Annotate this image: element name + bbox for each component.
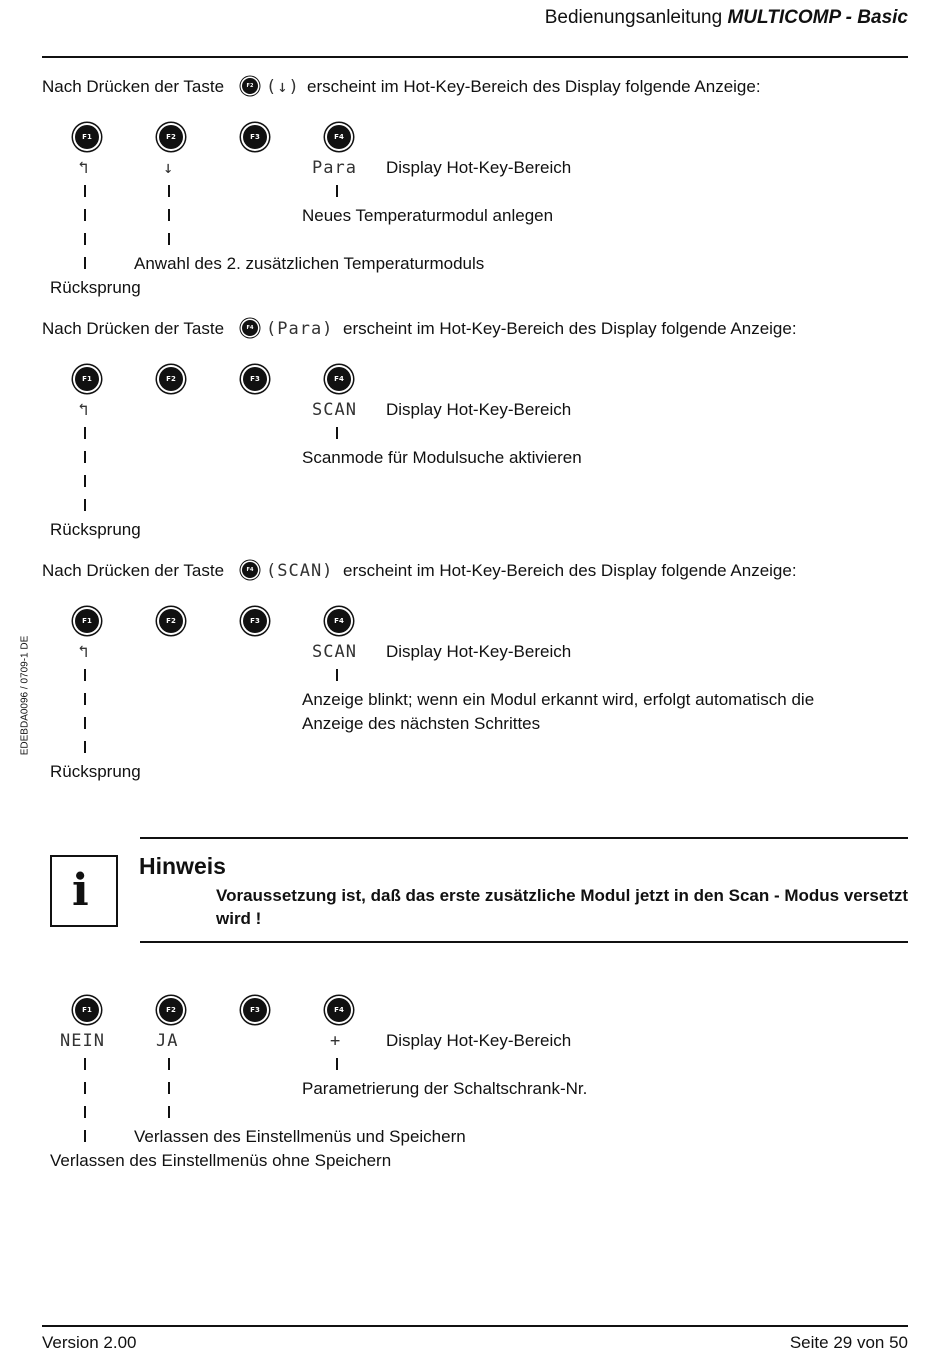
hint-text: Voraussetzung ist, daß das erste zusätzliche Modul jetzt in den Scan - Modus versetzt wird ! xyxy=(216,886,909,928)
hint-heading: Hinweis xyxy=(139,853,226,879)
section3-pressed-lcd: (SCAN) xyxy=(266,561,334,581)
connector-bar xyxy=(168,1106,170,1118)
section1-f2-description: Anwahl des 2. zusätzlichen Temperaturmoduls xyxy=(134,254,485,273)
footer-page-number: Seite 29 von 50 xyxy=(789,1333,908,1352)
connector-bar xyxy=(84,427,86,439)
section2-lcd-f1: ↰ xyxy=(78,400,90,420)
section3-f4-description-line1: Anzeige blinkt; wenn ein Modul erkannt wird, erfolgt automatisch die xyxy=(302,690,815,709)
section2-f4-description: Scanmode für Modulsuche aktivieren xyxy=(302,448,582,467)
f3-key-icon: F3 xyxy=(243,125,267,149)
section4-f2-description: Verlassen des Einstellmenüs und Speichern xyxy=(134,1127,466,1146)
section2-lcd-f4: SCAN xyxy=(312,400,357,420)
section2-intro-prefix: Nach Drücken der Taste xyxy=(42,319,225,338)
hint-bottom-rule xyxy=(140,941,908,943)
section2-intro-suffix: erscheint im Hot-Key-Bereich des Display folgende Anzeige: xyxy=(343,319,797,338)
f4-key-icon: F4 xyxy=(327,609,351,633)
connector-bar xyxy=(336,669,338,681)
footer-rule xyxy=(42,1325,908,1327)
connector-bar xyxy=(336,427,338,439)
f4-key-icon: F4 xyxy=(327,367,351,391)
section1-display-area-label: Display Hot-Key-Bereich xyxy=(386,158,572,177)
header-title-prefix: Bedienungsanleitung xyxy=(544,7,723,28)
f1-key-icon: F1 xyxy=(75,367,99,391)
section4-lcd-f2: JA xyxy=(156,1031,179,1051)
f3-key-icon: F3 xyxy=(243,998,267,1022)
section1-intro-suffix: erscheint im Hot-Key-Bereich des Display folgende Anzeige: xyxy=(307,77,761,96)
f3-key-icon: F3 xyxy=(243,609,267,633)
connector-bar xyxy=(336,185,338,197)
f2-key-icon: F2 xyxy=(159,367,183,391)
f3-key-icon: F3 xyxy=(243,367,267,391)
section3-lcd-f1: ↰ xyxy=(78,642,90,662)
f2-key-icon: F2 xyxy=(159,125,183,149)
connector-bar xyxy=(84,257,86,269)
section1-pressed-key-icon: F2 xyxy=(242,78,258,94)
connector-bar xyxy=(84,1106,86,1118)
connector-bar xyxy=(84,717,86,729)
section1-lcd-f4: Para xyxy=(312,158,357,178)
connector-bar xyxy=(84,1082,86,1094)
section4-f1-description: Verlassen des Einstellmenüs ohne Speichern xyxy=(50,1151,392,1170)
f1-key-icon: F1 xyxy=(75,998,99,1022)
section2-pressed-key-icon: F4 xyxy=(242,320,258,336)
header-product-name: MULTICOMP - Basic xyxy=(727,7,908,28)
connector-bar xyxy=(168,209,170,221)
f1-key-icon: F1 xyxy=(75,125,99,149)
section1-pressed-lcd: (↓) xyxy=(266,77,300,97)
f4-key-icon: F4 xyxy=(327,125,351,149)
section3-display-area-label: Display Hot-Key-Bereich xyxy=(386,642,572,661)
hint-top-rule xyxy=(140,837,908,839)
section3-back-label: Rücksprung xyxy=(50,762,141,781)
section3-lcd-f4: SCAN xyxy=(312,642,357,662)
section4-display-area-label: Display Hot-Key-Bereich xyxy=(386,1031,572,1050)
section1-back-label: Rücksprung xyxy=(50,278,141,297)
section1-lcd-f1: ↰ xyxy=(78,158,90,178)
connector-bar xyxy=(84,693,86,705)
connector-bar xyxy=(84,475,86,487)
f1-key-icon: F1 xyxy=(75,609,99,633)
f4-key-icon: F4 xyxy=(327,998,351,1022)
connector-bar xyxy=(84,451,86,463)
section3-pressed-key-icon: F4 xyxy=(242,562,258,578)
section4-lcd-f4: + xyxy=(330,1031,342,1051)
connector-bar xyxy=(336,1058,338,1070)
f2-key-icon: F2 xyxy=(159,998,183,1022)
section2-back-label: Rücksprung xyxy=(50,520,141,539)
connector-bar xyxy=(84,669,86,681)
header-rule xyxy=(42,56,908,58)
connector-bar xyxy=(168,233,170,245)
connector-bar xyxy=(84,1130,86,1142)
connector-bar xyxy=(168,1058,170,1070)
section3-intro-prefix: Nach Drücken der Taste xyxy=(42,561,225,580)
info-icon: i xyxy=(50,855,118,927)
section4-f4-description: Parametrierung der Schaltschrank-Nr. xyxy=(302,1079,588,1098)
connector-bar xyxy=(168,185,170,197)
section1-intro-prefix: Nach Drücken der Taste xyxy=(42,77,225,96)
footer-version: Version 2.00 xyxy=(42,1333,137,1352)
section1-f4-description: Neues Temperaturmodul anlegen xyxy=(302,206,554,225)
header-title xyxy=(545,8,908,28)
connector-bar xyxy=(84,1058,86,1070)
section3-intro-suffix: erscheint im Hot-Key-Bereich des Display folgende Anzeige: xyxy=(343,561,797,580)
connector-bar xyxy=(84,209,86,221)
side-document-code: EDEBDA0096 / 0709-1 DE xyxy=(19,635,31,756)
section1-lcd-f2: ↓ xyxy=(163,158,175,178)
f2-key-icon: F2 xyxy=(159,609,183,633)
section2-pressed-lcd: (Para) xyxy=(266,319,334,339)
connector-bar xyxy=(84,233,86,245)
section2-display-area-label: Display Hot-Key-Bereich xyxy=(386,400,572,419)
connector-bar xyxy=(84,499,86,511)
connector-bar xyxy=(84,741,86,753)
section4-lcd-f1: NEIN xyxy=(60,1031,105,1051)
section3-f4-description-line2: Anzeige des nächsten Schrittes xyxy=(302,714,541,733)
connector-bar xyxy=(84,185,86,197)
connector-bar xyxy=(168,1082,170,1094)
